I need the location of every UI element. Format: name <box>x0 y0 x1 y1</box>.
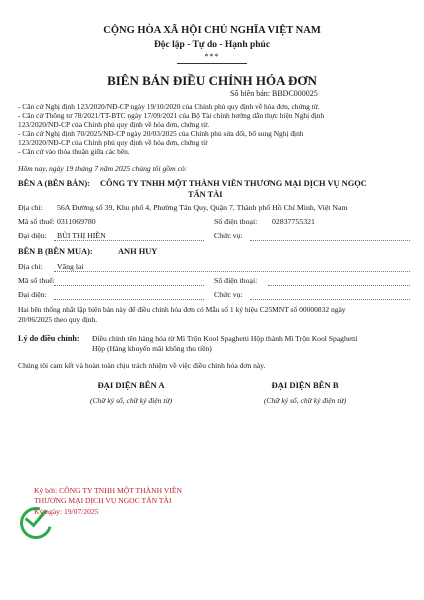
party-a-title-dotted-line <box>250 240 410 241</box>
party-b-heading: BÊN B (BÊN MUA): <box>18 247 93 256</box>
legal-bases <box>18 102 324 156</box>
agreement-text: Hai bên thống nhất lập biên bản này để điều chỉnh hóa đơn có Mẫu số 1 ký hiệu C25MNT số 00000832 ngày <box>18 305 346 314</box>
party-a-phone: 02837755321 <box>272 217 315 226</box>
party-b-tax-label: Mã số thuế: <box>18 276 55 285</box>
party-b-title-label: Chức vụ: <box>214 290 243 299</box>
party-b-phone-label: Số điện thoại: <box>214 276 258 285</box>
signature-party-a-note: (Chữ ký số, chữ ký điện tử) <box>89 396 173 405</box>
party-b-rep-label: Đại diện: <box>18 290 47 299</box>
reason-label: Lý do điều chỉnh: <box>18 334 80 343</box>
signature-party-a-title: ĐẠI DIỆN BÊN A <box>97 380 165 390</box>
party-a-tax: 0311069780 <box>57 217 96 226</box>
party-a-title-label: Chức vụ: <box>214 231 243 240</box>
digital-signature-signer: Ký bởi: CÔNG TY TNHH MỘT THÀNH VIÊN <box>34 486 182 495</box>
digital-signature-signer-cont: THƯƠNG MẠI DỊCH VỤ NGỌC TẤN TÀI <box>34 496 172 505</box>
legal-basis-line: 123/2020/NĐ-CP của Chính phủ quy định về hóa đơn, chứng từ. <box>18 120 210 129</box>
digital-signature-date: Ký ngày: 19/07/2025 <box>34 507 99 516</box>
party-b-tax-dotted-line <box>54 285 204 286</box>
motto-stars: *** <box>204 52 220 61</box>
party-a-tax-label: Mã số thuế: <box>18 217 55 226</box>
party-b-address: Vãng lai <box>57 262 84 271</box>
agreement-text-cont: 20/06/2025 theo quy định. <box>18 315 98 324</box>
legal-basis-line: - Căn cứ Nghị định 70/2025/NĐ-CP ngày 20/03/2025 của Chính phủ sửa đổi, bổ sung Nghị định <box>18 129 304 138</box>
party-a-rep-dotted-line <box>54 240 204 241</box>
party-a-address: 56A Đường số 39, Khu phố 4, Phường Tân Quy, Quận 7, Thành phố Hồ Chí Minh, Việt Nam <box>57 203 348 212</box>
party-a-address-label: Địa chỉ: <box>18 203 43 212</box>
party-a-phone-label: Số điện thoại: <box>214 217 258 226</box>
reason-text: Điều chỉnh tên hàng hóa từ Mì Trộn Kool Spaghetti Hộp thành Mì Trộn Kool Spaghetti <box>92 334 358 343</box>
document-number: Số biên bản: BBDC000025 <box>230 89 318 98</box>
party-b-address-label: Địa chỉ: <box>18 262 43 271</box>
party-b-title-dotted-line <box>250 299 410 300</box>
country-name: CỘNG HÒA XÃ HỘI CHỦ NGHĨA VIỆT NAM <box>103 25 321 36</box>
party-b-name: ANH HUY <box>118 247 158 256</box>
meeting-date: Hôm nay, ngày 19 tháng 7 năm 2025 chúng tôi gồm có: <box>18 164 188 173</box>
legal-basis-line: - Căn cứ Nghị định 123/2020/NĐ-CP ngày 19/10/2020 của Chính phủ quy định về hóa đơn, chứng từ. <box>18 102 320 111</box>
party-b-address-dotted-line <box>54 271 410 272</box>
reason-text-cont: Hộp (Hàng khuyến mãi không thu tiền) <box>92 344 212 353</box>
party-b-rep-dotted-line <box>54 299 204 300</box>
legal-basis-line: - Căn cứ Thông tư 78/2021/TT-BTC ngày 17/09/2021 của Bộ Tài chính hướng dẫn thực hiện Nghị định <box>18 111 325 120</box>
signature-party-b-title: ĐẠI DIỆN BÊN B <box>271 380 339 390</box>
party-a-name: CÔNG TY TNHH MỘT THÀNH VIÊN THƯƠNG MẠI DỊCH VỤ NGỌC <box>100 179 367 188</box>
party-a-name-cont: TẤN TÀI <box>188 190 223 199</box>
party-b-phone-dotted-line <box>268 285 410 286</box>
party-a-heading: BÊN A (BÊN BÁN): <box>18 179 90 188</box>
document-title: BIÊN BẢN ĐIỀU CHỈNH HÓA ĐƠN <box>107 73 317 88</box>
legal-basis-line: 123/2020/NĐ-CP của Chính phủ quy định về hóa đơn, chứng từ <box>18 138 208 147</box>
party-a-rep: BÙI THỊ HIỀN <box>57 231 106 240</box>
party-a-rep-label: Đại diện: <box>18 231 47 240</box>
header-divider <box>177 63 247 64</box>
national-motto: Độc lập - Tự do - Hạnh phúc <box>153 40 271 50</box>
signature-party-b-note: (Chữ ký số, chữ ký điện tử) <box>263 396 347 405</box>
commitment-text: Chúng tôi cam kết và hoàn toàn chịu trách nhiệm về việc điều chỉnh hóa đơn này. <box>18 361 266 370</box>
legal-basis-line: - Căn cứ vào thỏa thuận giữa các bên. <box>18 147 130 156</box>
